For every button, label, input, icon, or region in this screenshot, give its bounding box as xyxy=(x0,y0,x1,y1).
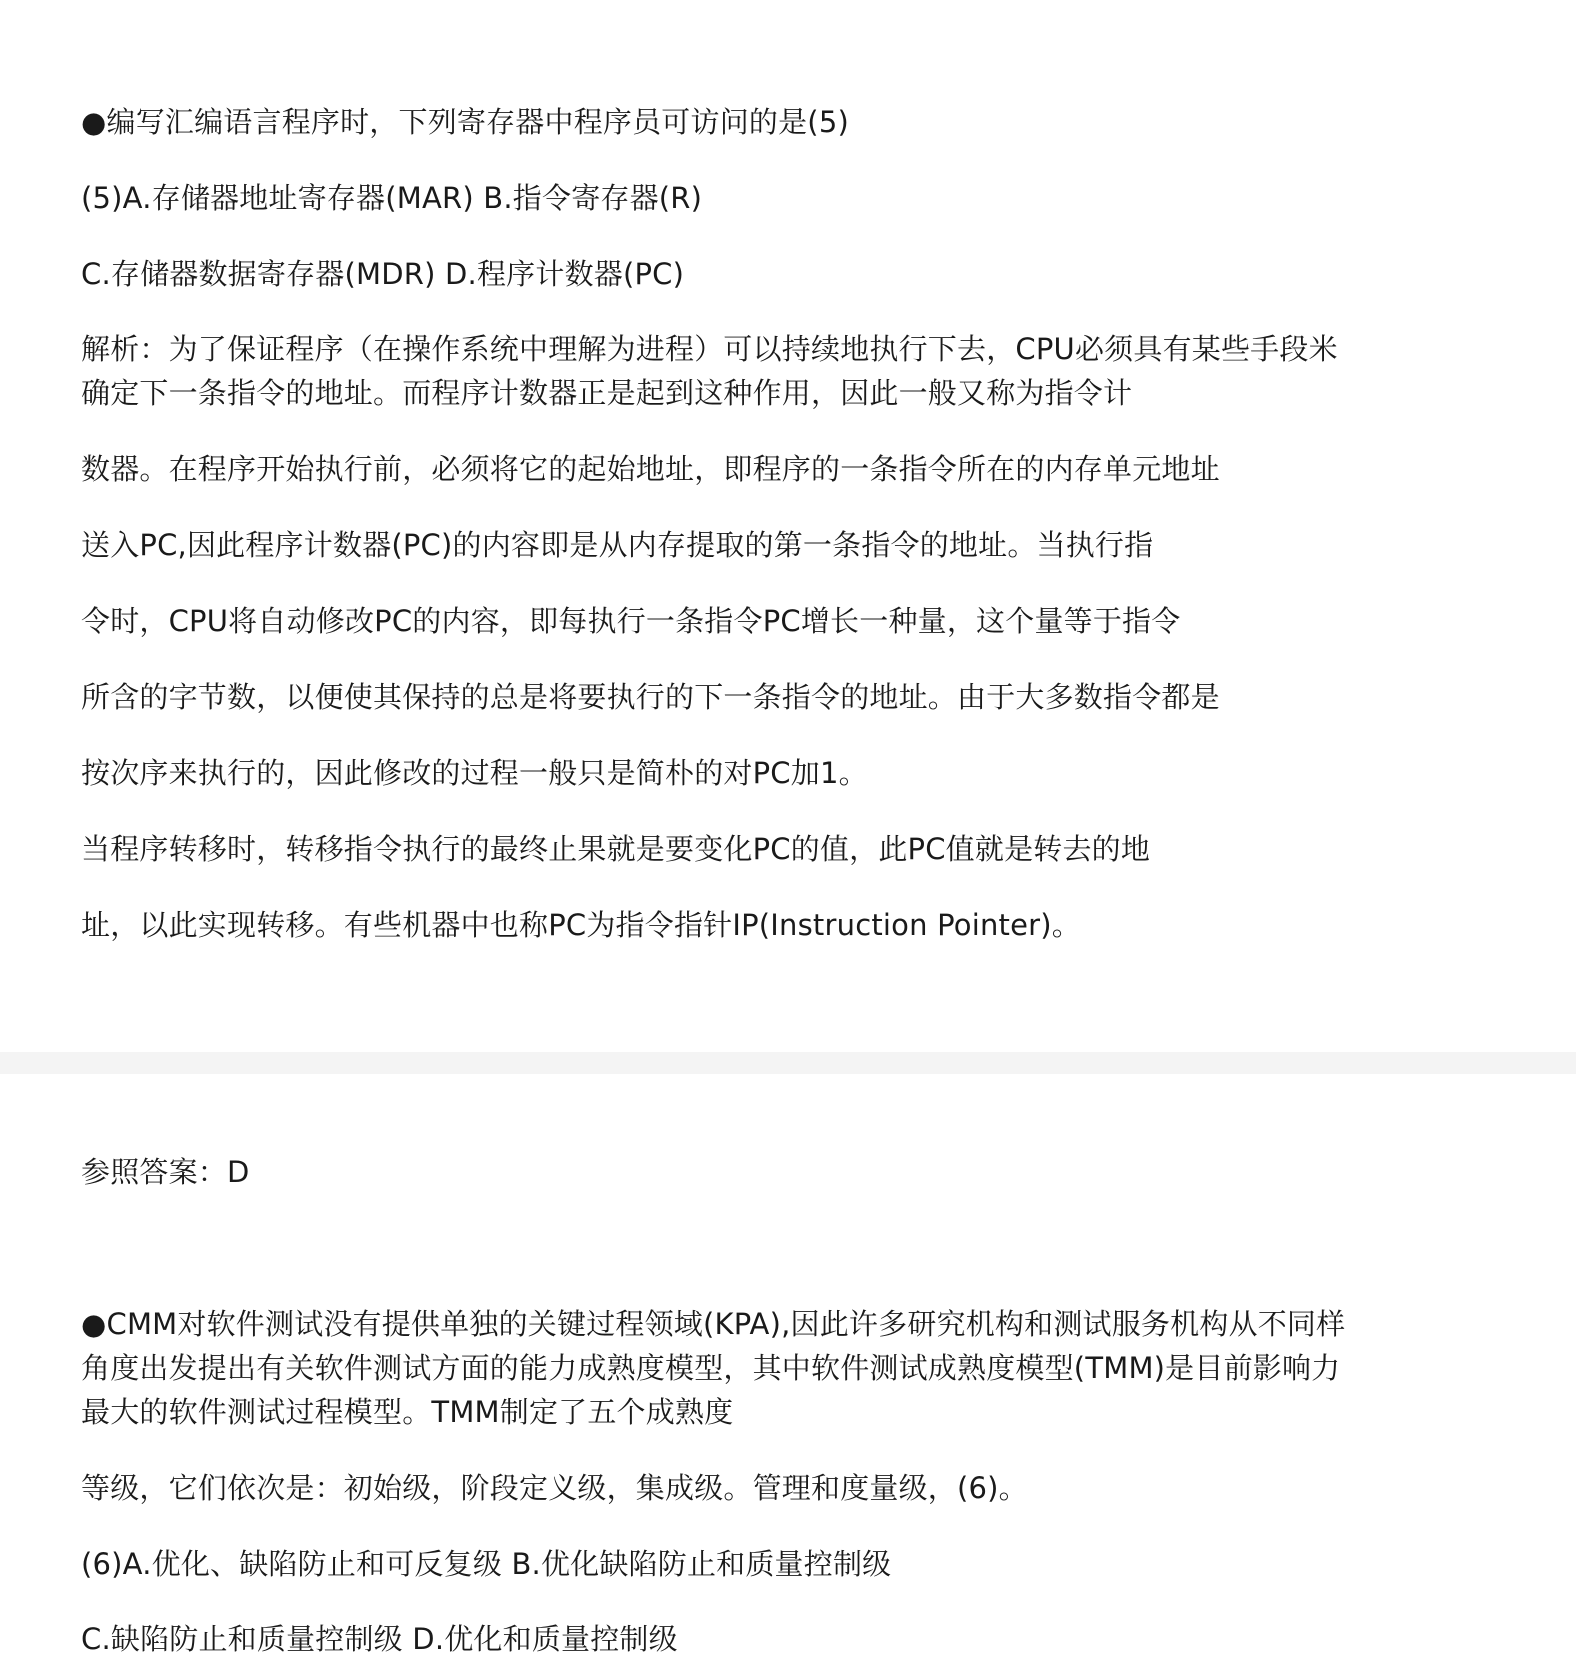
analysis-line: 数器。在程序开始执行前，必须将它的起始地址，即程序的一条指令所在的内存单元地址 xyxy=(81,452,1220,486)
question-6-options-ab: (6)A.优化、缺陷防止和可反复级 B.优化缺陷防止和质量控制级 xyxy=(81,1547,892,1581)
analysis-line: 确定下一条指令的地址。而程序计数器正是起到这种作用，因此一般又称为指令计 xyxy=(81,376,1133,410)
question-6-stem-line: 等级，它们依次是：初始级，阶段定义级，集成级。管理和度量级，(6)。 xyxy=(81,1471,1028,1505)
section-divider xyxy=(0,1052,1576,1074)
analysis-line: 所含的字节数，以便使其保持的总是将要执行的下一条指令的地址。由于大多数指令都是 xyxy=(81,680,1220,714)
analysis-line: 送入PC,因此程序计数器(PC)的内容即是从内存提取的第一条指令的地址。当执行指 xyxy=(81,528,1154,562)
question-6-options-cd: C.缺陷防止和质量控制级 D.优化和质量控制级 xyxy=(81,1622,678,1656)
reference-answer: 参照答案：D xyxy=(81,1155,250,1189)
analysis-line: 址，以此实现转移。有些机器中也称PC为指令指针IP(Instruction Pointer)。 xyxy=(81,908,1082,942)
question-6-stem-line: 角度出发提出有关软件测试方面的能力成熟度模型，其中软件测试成熟度模型(TMM)是目前影响力 xyxy=(81,1351,1341,1385)
analysis-line: 当程序转移时，转移指令执行的最终止果就是要变化PC的值，此PC值就是转去的地 xyxy=(81,832,1151,866)
question-6-stem-line: ●CMM对软件测试没有提供单独的关键过程领域(KPA),因此许多研究机构和测试服务机构从不同样 xyxy=(81,1307,1346,1341)
question-5-stem: ●编写汇编语言程序时，下列寄存器中程序员可访问的是(5) xyxy=(81,105,849,139)
question-5-options-cd: C.存储器数据寄存器(MDR) D.程序计数器(PC) xyxy=(81,257,685,291)
question-5-options-ab: (5)A.存储器地址寄存器(MAR) B.指令寄存器(R) xyxy=(81,181,703,215)
analysis-line: 按次序来执行的，因此修改的过程一般只是简朴的对PC加1。 xyxy=(81,756,868,790)
analysis-line: 解析：为了保证程序（在操作系统中理解为进程）可以持续地执行下去，CPU必须具有某些手段米 xyxy=(81,332,1338,366)
question-6-stem-line: 最大的软件测试过程模型。TMM制定了五个成熟度 xyxy=(81,1395,734,1429)
analysis-line: 令时，CPU将自动修改PC的内容，即每执行一条指令PC增长一种量，这个量等于指令 xyxy=(81,604,1181,638)
